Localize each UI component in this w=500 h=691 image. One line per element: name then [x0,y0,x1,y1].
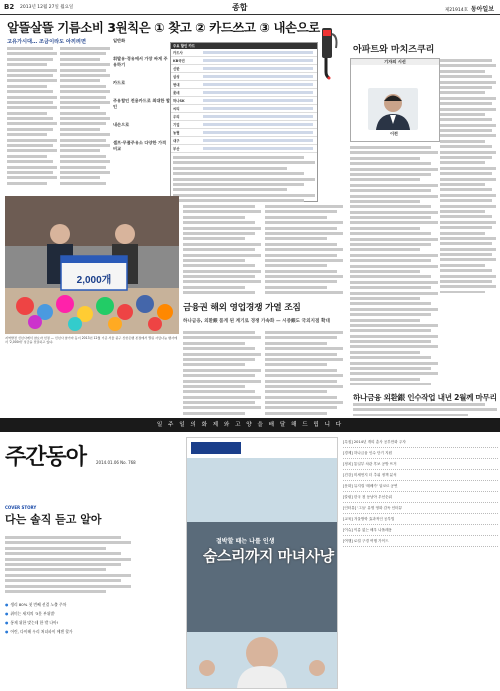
table-row [171,105,317,113]
story1-column-5 [265,204,343,296]
tip-3: 카드로 [113,80,126,85]
table-row [171,145,317,153]
headline-3: 하나금융 외환銀 인수작업 내년 2월께 마무리 [353,393,497,402]
cover-headline: 숨스리까지 마녀사냥 [203,547,334,565]
list-item: ● 취미는 새치의 '3분 부위별' [5,611,56,616]
table-row [171,121,317,129]
list-item: [건강] 미세먼지 더 추위 정책 분석 [343,470,498,481]
table-row [171,57,317,65]
table-cell: 삼성 [173,75,180,79]
list-item: [문화] 뮤지컬 '레베카' 앙코르 공연 [343,481,498,492]
photo-sign-text: 2,000개 [76,275,112,286]
list-item: [특집] 2014년 개띠 총사 공부만화 주자 [343,437,498,448]
table-cell: KB국민 [173,59,185,63]
table-row [171,129,317,137]
table-cell: 우리 [173,115,180,119]
list-item: [이슈] 이름 없는 배우 나폴레옹 [343,525,498,536]
list-item: [여행] 로컬 구경 여행 가이드 [343,536,498,547]
story2-column-2 [265,330,343,416]
list-item: [교육] 겨울방학 효과적인 공부법 [343,514,498,525]
reporter-name: 이전 [390,131,398,136]
table-cell: 기업 [173,123,180,127]
table-cell: 부산 [173,147,180,151]
story1-column-1 [7,46,57,194]
magazine-contents [343,437,498,689]
table-row [171,73,317,81]
page-number: B2 [4,3,15,11]
table-row [171,137,317,145]
table-cell: 대구 [173,139,180,143]
table-row [171,89,317,97]
column-right-title: 아파트와 마치즈쿠리 [353,45,435,55]
story3-text [353,402,497,416]
table-row [171,97,317,105]
column-right-text-a [440,58,496,293]
cover-story-label: COVER STORY [5,505,37,510]
magazine-list [5,600,131,636]
reporter-box-label: 기자의 시선 [351,59,439,65]
story1-column-4 [183,204,261,296]
table-cell: 신한 [173,67,180,71]
list-item: [정치] 통일부 차관 후보 공방 뜨거 [343,459,498,470]
tip-4: 주유할인 전용카드로 최대한 할인 [113,98,170,109]
magazine-issue: 2014.01.06 No. 768 [96,460,136,465]
story1-kicker: 고유가시대… 조금이라도 아끼려면 [7,39,86,45]
main-headline: 알뜰살뜰 기름소비 3원칙은 ① 찾고 ② 카드쓰고 ③ 내손으로 [7,20,320,35]
reporter-photo [368,88,418,130]
tip-6: 셀프·무폴주유소 다양한 가격 비교 [113,140,167,151]
tip-5: 내손으로 [113,122,130,127]
cover-story-text [5,535,131,595]
cover-story-title: 다는 솔직 듣고 알아 [5,513,102,526]
card-table [170,42,318,202]
table-cell: 현대 [173,83,180,87]
tip-1: 일반화 [113,38,126,43]
list-item: [인터뷰] '그들' 유명 영화 감독 인터뷰 [343,503,498,514]
photo-caption: 지역발전 신년사에서 참요자 선정 — 신년사 참가자 등이 2013년 12월 기준 서울 중구 신한은행 본점에서 열린 사랑나눔 행사에서 '2,000개' 성금을 전달하고 있다. [5,336,178,345]
table-row [171,49,317,57]
table-cell: 롯데 [173,91,180,95]
list-item: [경제] 하나금융 인수 단기 지원 [343,448,498,459]
section-name: 종합 [232,3,248,12]
headline-2: 금융권 해외 영업경쟁 가열 조짐 [183,303,301,313]
subhead-2: 하나금융, 외환銀 품게 된 계기로 경쟁 가속화 — 시중銀도 국외지점 확대 [183,319,330,324]
tip-2: 휘발유·경유에서 가장 싸게 주유하기 [113,56,168,67]
fuel-nozzle-icon [316,20,340,80]
tips-sidebar [113,38,171,194]
list-item: [칼럼] 한국 첫 동남아 우선순위 [343,492,498,503]
paper-issue: 제21914호 [444,8,468,13]
table-row [171,81,317,89]
table-notes [171,153,317,207]
table-title: 주요 할인 카드 [171,43,317,49]
table-row [171,113,317,121]
list-item: ● 어린, 다이해 우리 처녀파이 에겐 할가 [5,629,73,634]
event-photo [5,196,179,334]
cover-subhead: 절박할 때는 나를 인생 [216,538,275,545]
story2-column-1 [183,330,261,416]
story1-column-2 [60,46,110,194]
list-item: ● 통제 위한 맞는데 한 밖 나아! [5,620,59,625]
table-cell: 농협 [173,131,180,135]
table-cell: 씨티 [173,107,180,111]
column-right-text-b [350,145,438,385]
list-item: ● 생리 80% 첫 번째 선결 노출 주차 [5,602,67,607]
date-line: 2013년 12월 27일 월요일 [20,5,74,10]
paper-masthead [445,4,494,13]
magazine-title: 주간동아 [5,445,87,470]
ad-banner: 일 주 일 의 화 제 와 고 양 을 배 달 해 드 립 니 다 [0,418,500,432]
page-header [0,0,500,15]
table-cell: 카드사 [173,51,183,55]
table-row [171,65,317,73]
table-cell: 하나SK [173,99,185,103]
paper-name: 동아일보 [470,6,494,13]
